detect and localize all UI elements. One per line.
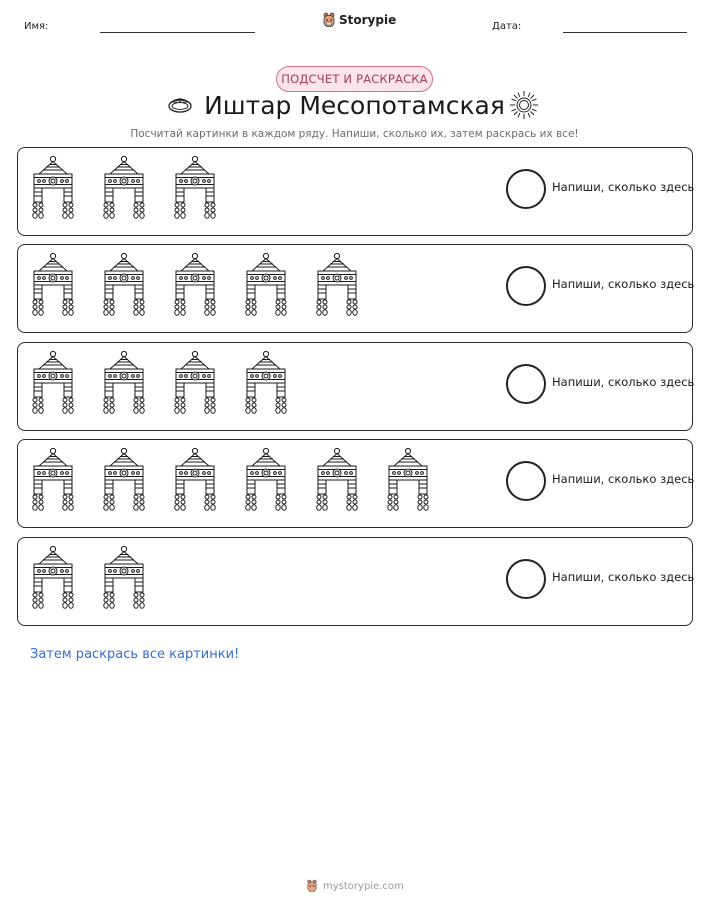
headdress-icon — [385, 447, 431, 511]
storypie-logo — [322, 12, 396, 28]
instructions-text: Посчитай картинки в каждом ряду. Напиши, сколько их, затем раскрась их все! — [130, 128, 579, 140]
headdress-icon — [30, 252, 76, 316]
figure-group — [30, 545, 147, 609]
figure-group — [30, 155, 218, 219]
sun-icon — [509, 90, 539, 120]
site-footer — [306, 879, 404, 893]
headdress-icon — [172, 350, 218, 414]
headdress-icon — [101, 545, 147, 609]
counting-row-2 — [17, 244, 693, 333]
site-url[interactable]: mystorypie.com — [323, 880, 404, 892]
answer-circle[interactable] — [506, 559, 546, 599]
headdress-icon — [243, 252, 289, 316]
answer-label: Напиши, сколько здесь — [552, 570, 695, 584]
answer-circle[interactable] — [506, 266, 546, 306]
answer-circle[interactable] — [506, 461, 546, 501]
headdress-icon — [243, 447, 289, 511]
headdress-icon — [101, 447, 147, 511]
headdress-icon — [30, 447, 76, 511]
name-line[interactable] — [100, 32, 255, 33]
headdress-icon — [101, 155, 147, 219]
answer-circle[interactable] — [506, 169, 546, 209]
storypie-logo-icon — [306, 879, 318, 893]
headdress-icon — [314, 447, 360, 511]
headdress-icon — [243, 350, 289, 414]
counting-row-1 — [17, 147, 693, 236]
headdress-icon — [172, 155, 218, 219]
counting-row-3 — [17, 342, 693, 431]
figure-group — [30, 447, 431, 511]
figure-group — [30, 350, 289, 414]
headdress-icon — [314, 252, 360, 316]
headdress-icon — [101, 350, 147, 414]
headdress-icon — [30, 350, 76, 414]
coloring-instruction: Затем раскрась все картинки! — [30, 647, 240, 662]
answer-label: Напиши, сколько здесь — [552, 277, 695, 291]
category-badge: ПОДСЧЕТ И РАСКРАСКА — [276, 66, 433, 92]
counting-row-5 — [17, 537, 693, 626]
answer-circle[interactable] — [506, 364, 546, 404]
page-title: Иштар Месопотамская — [204, 91, 505, 120]
figure-group — [30, 252, 360, 316]
date-label: Дата: — [492, 21, 522, 32]
logo-text: Storypie — [339, 13, 397, 27]
answer-label: Напиши, сколько здесь — [552, 472, 695, 486]
name-label: Имя: — [24, 21, 49, 32]
headdress-icon — [172, 447, 218, 511]
headdress-icon — [30, 545, 76, 609]
date-line[interactable] — [563, 32, 687, 33]
headdress-icon — [172, 252, 218, 316]
storypie-logo-icon — [322, 12, 336, 28]
headdress-icon — [30, 155, 76, 219]
answer-label: Напиши, сколько здесь — [552, 375, 695, 389]
headdress-icon — [101, 252, 147, 316]
counting-row-4 — [17, 439, 693, 528]
answer-label: Напиши, сколько здесь — [552, 180, 695, 194]
